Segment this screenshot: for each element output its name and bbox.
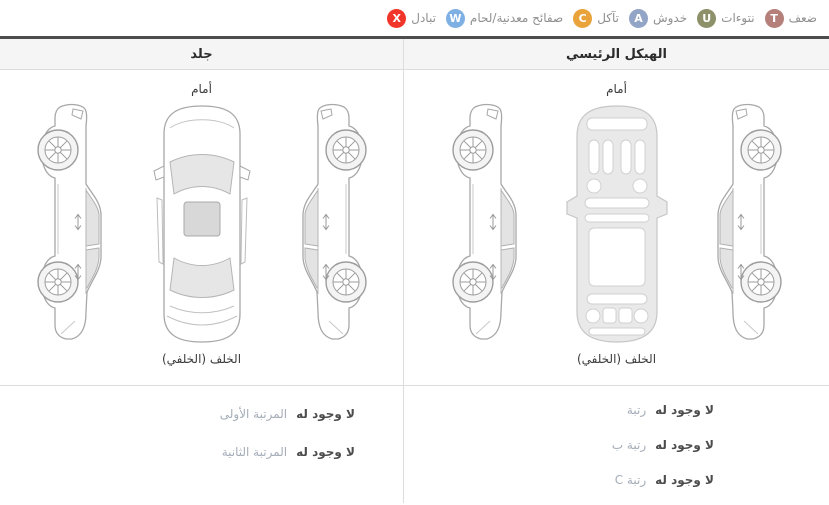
legend-label: ضعف xyxy=(788,11,817,25)
rear-label: الخلف (الخلفي) xyxy=(576,352,657,366)
legend-label: خدوش xyxy=(652,11,688,25)
legend-code-badge-A: A xyxy=(629,9,648,28)
legend-code-badge-C: C xyxy=(573,9,592,28)
status-label: المرتبة الثانية xyxy=(221,445,288,459)
status-row xyxy=(404,470,829,490)
legend-item-corrosion xyxy=(573,9,619,28)
status-value: لا وجود له xyxy=(296,407,355,421)
leather-status-list xyxy=(0,386,403,503)
legend-item-bumps xyxy=(697,9,754,28)
status-value: لا وجود له xyxy=(655,403,714,417)
status-value: لا وجود له xyxy=(655,438,714,452)
legend-item-scratches xyxy=(629,9,687,28)
legend-label: تبادل xyxy=(411,11,436,25)
legend-item-weakness xyxy=(765,9,817,28)
legend-code-badge-X: X xyxy=(387,9,406,28)
status-row xyxy=(0,404,403,424)
rear-label: الخلف (الخلفي) xyxy=(161,352,242,366)
legend-label: نتوءات xyxy=(721,11,755,25)
front-label: أمام xyxy=(606,82,627,96)
legend-label: تآكل xyxy=(597,11,619,25)
legend-label: صفائح معدنية/لحام xyxy=(469,11,564,25)
car-diagram-main-structure xyxy=(452,98,782,350)
car-diagram-leather xyxy=(37,98,367,350)
report-columns xyxy=(0,70,829,503)
status-label: رتبة ب xyxy=(611,438,647,452)
status-label: رتبة xyxy=(626,403,647,417)
status-row xyxy=(404,400,829,420)
front-label: أمام xyxy=(191,82,212,96)
header-main-structure: الهيكل الرئيسي xyxy=(403,39,829,69)
column-main-structure xyxy=(403,70,829,503)
leather-diagram-cell xyxy=(0,70,403,386)
header-leather: جلد xyxy=(190,46,213,62)
status-value: لا وجود له xyxy=(296,445,355,459)
legend-item-exchange xyxy=(387,9,436,28)
legend-code-badge-U: U xyxy=(697,9,716,28)
status-label: رتبة C xyxy=(614,473,647,487)
main-structure-status-list xyxy=(404,386,829,503)
legend-item-weld-plates xyxy=(446,9,563,28)
damage-legend-bar xyxy=(0,0,829,36)
legend-code-badge-W: W xyxy=(446,9,465,28)
legend-code-badge-T: T xyxy=(765,9,784,28)
status-row xyxy=(404,435,829,455)
status-row xyxy=(0,442,403,462)
status-label: المرتبة الأولى xyxy=(219,407,288,421)
status-value: لا وجود له xyxy=(655,473,714,487)
main-structure-diagram-cell xyxy=(404,70,829,386)
section-header-row xyxy=(0,39,829,70)
column-leather xyxy=(0,70,403,503)
